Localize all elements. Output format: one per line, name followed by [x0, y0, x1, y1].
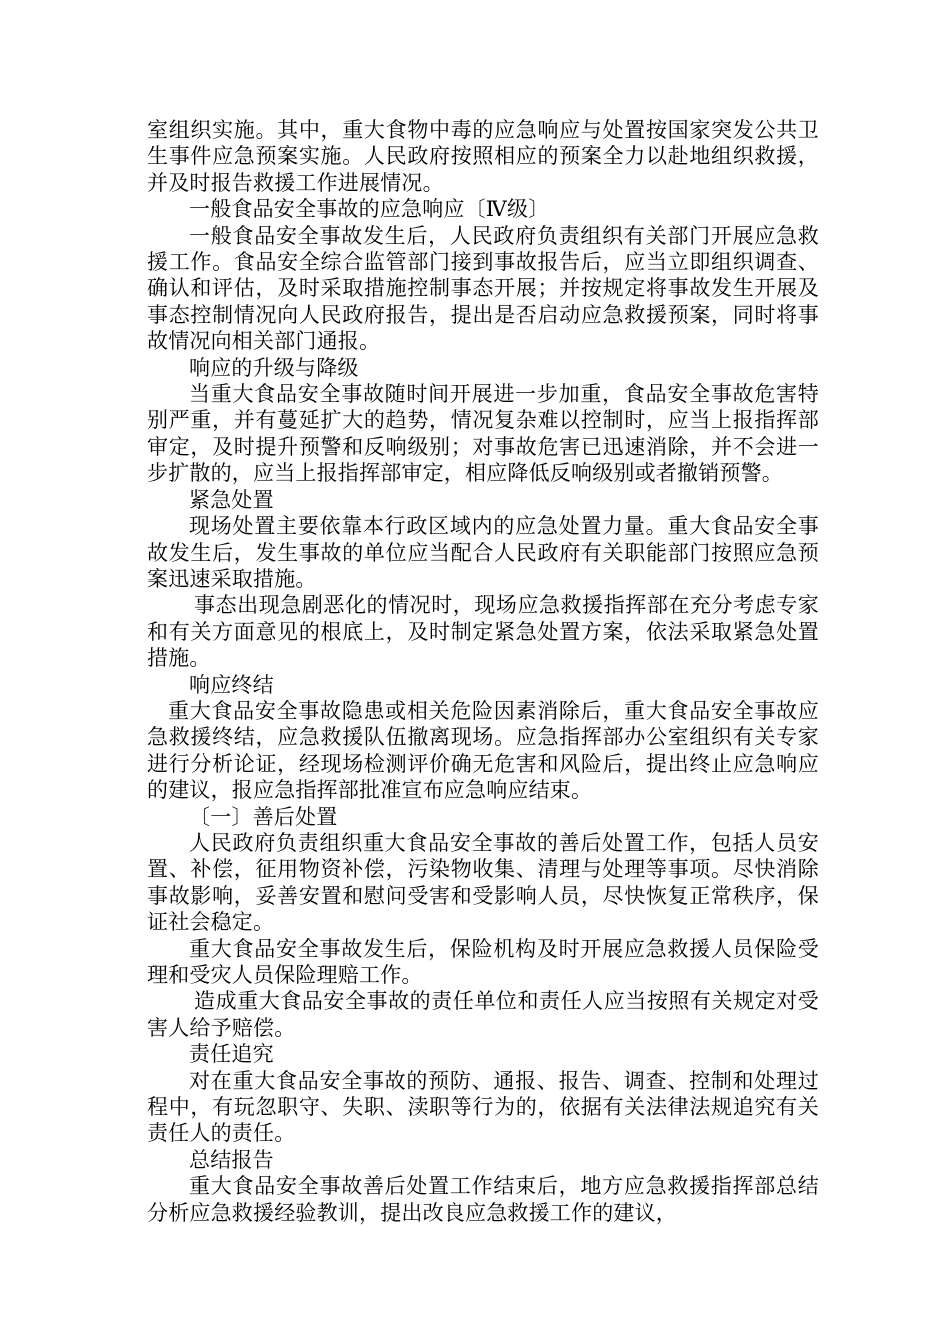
paragraph-general-incident-handling: 一般食品安全事故发生后，人民政府负责组织有关部门开展应急救援工作。食品安全综合监管部门接到事故报告后，应当立即组织调查、确认和评估，及时采取措施控制事态开展；并按规定将事故发生开展及事态控制情况向人民政府报告，提出是否启动应急救援预案，同时将事故情况向相关部门通报。: [147, 223, 819, 354]
paragraph-response-escalation: 当重大食品安全事故随时间开展进一步加重，食品安全事故危害特别严重，并有蔓延扩大的趋势，情况复杂难以控制时，应当上报指挥部审定，及时提升预警和反响级别；对事故危害已迅速消除，并不会进一步扩散的，应当上报指挥部审定，相应降低反响级别或者撤销预警。: [147, 382, 819, 486]
heading-summary-report: 总结报告: [189, 1147, 274, 1172]
heading-accountability: 责任追究: [189, 1042, 274, 1067]
heading-response-termination: 响应终结: [189, 672, 274, 697]
paragraph-accountability: 对在重大食品安全事故的预防、通报、报告、调查、控制和处理过程中，有玩忽职守、失职、渎职等行为的，依据有关法律法规追究有关责任人的责任。: [147, 1068, 819, 1146]
paragraph-response-termination: 重大食品安全事故隐患或相关危险因素消除后，重大食品安全事故应急救援终结，应急救援队伍撤离现场。应急指挥部办公室组织有关专家进行分析论证，经现场检测评价确无危害和风险后，提出终止应急响应的建议，报应急指挥部批准宣布应急响应结束。: [147, 698, 819, 803]
heading-aftermath-handling: 〔一〕善后处置: [189, 804, 338, 829]
paragraph-emergency-response-major: 室组织实施。其中，重大食物中毒的应急响应与处置按国家突发公共卫生事件应急预案实施。人民政府按照相应的预案全力以赴地组织救援，并及时报告救援工作进展情况。: [147, 118, 819, 195]
paragraph-onsite-disposal: 现场处置主要依靠本行政区域内的应急处置力量。重大食品安全事故发生后，发生事故的单位应当配合人民政府有关职能部门按照应急预案迅速采取措施。: [147, 514, 819, 591]
paragraph-worsening-situation: 事态出现急剧恶化的情况时，现场应急救援指挥部在充分考虑专家和有关方面意见的根底上，及时制定紧急处置方案，依法采取紧急处置措施。: [147, 593, 819, 671]
heading-response-escalation: 响应的升级与降级: [189, 355, 359, 380]
paragraph-compensation: 造成重大食品安全事故的责任单位和责任人应当按照有关规定对受害人给予赔偿。: [147, 989, 819, 1040]
heading-general-level-iv-response: 一般食品安全事故的应急响应〔Ⅳ级〕: [189, 197, 550, 222]
paragraph-insurance: 重大食品安全事故发生后，保险机构及时开展应急救援人员保险受理和受灾人员保险理赔工作。: [147, 936, 819, 987]
paragraph-summary-report: 重大食品安全事故善后处置工作结束后，地方应急救援指挥部总结分析应急救援经验教训，提出改良应急救援工作的建议，: [147, 1174, 819, 1225]
heading-emergency-disposal: 紧急处置: [189, 487, 274, 512]
document-body: [147, 117, 819, 1226]
paragraph-aftermath-handling: 人民政府负责组织重大食品安全事故的善后处置工作，包括人员安置、补偿，征用物资补偿，污染物收集、清理与处理等事项。尽快消除事故影响，妥善安置和慰问受害和受影响人员，尽快恢复正常秩序，保证社会稳定。: [147, 830, 819, 935]
